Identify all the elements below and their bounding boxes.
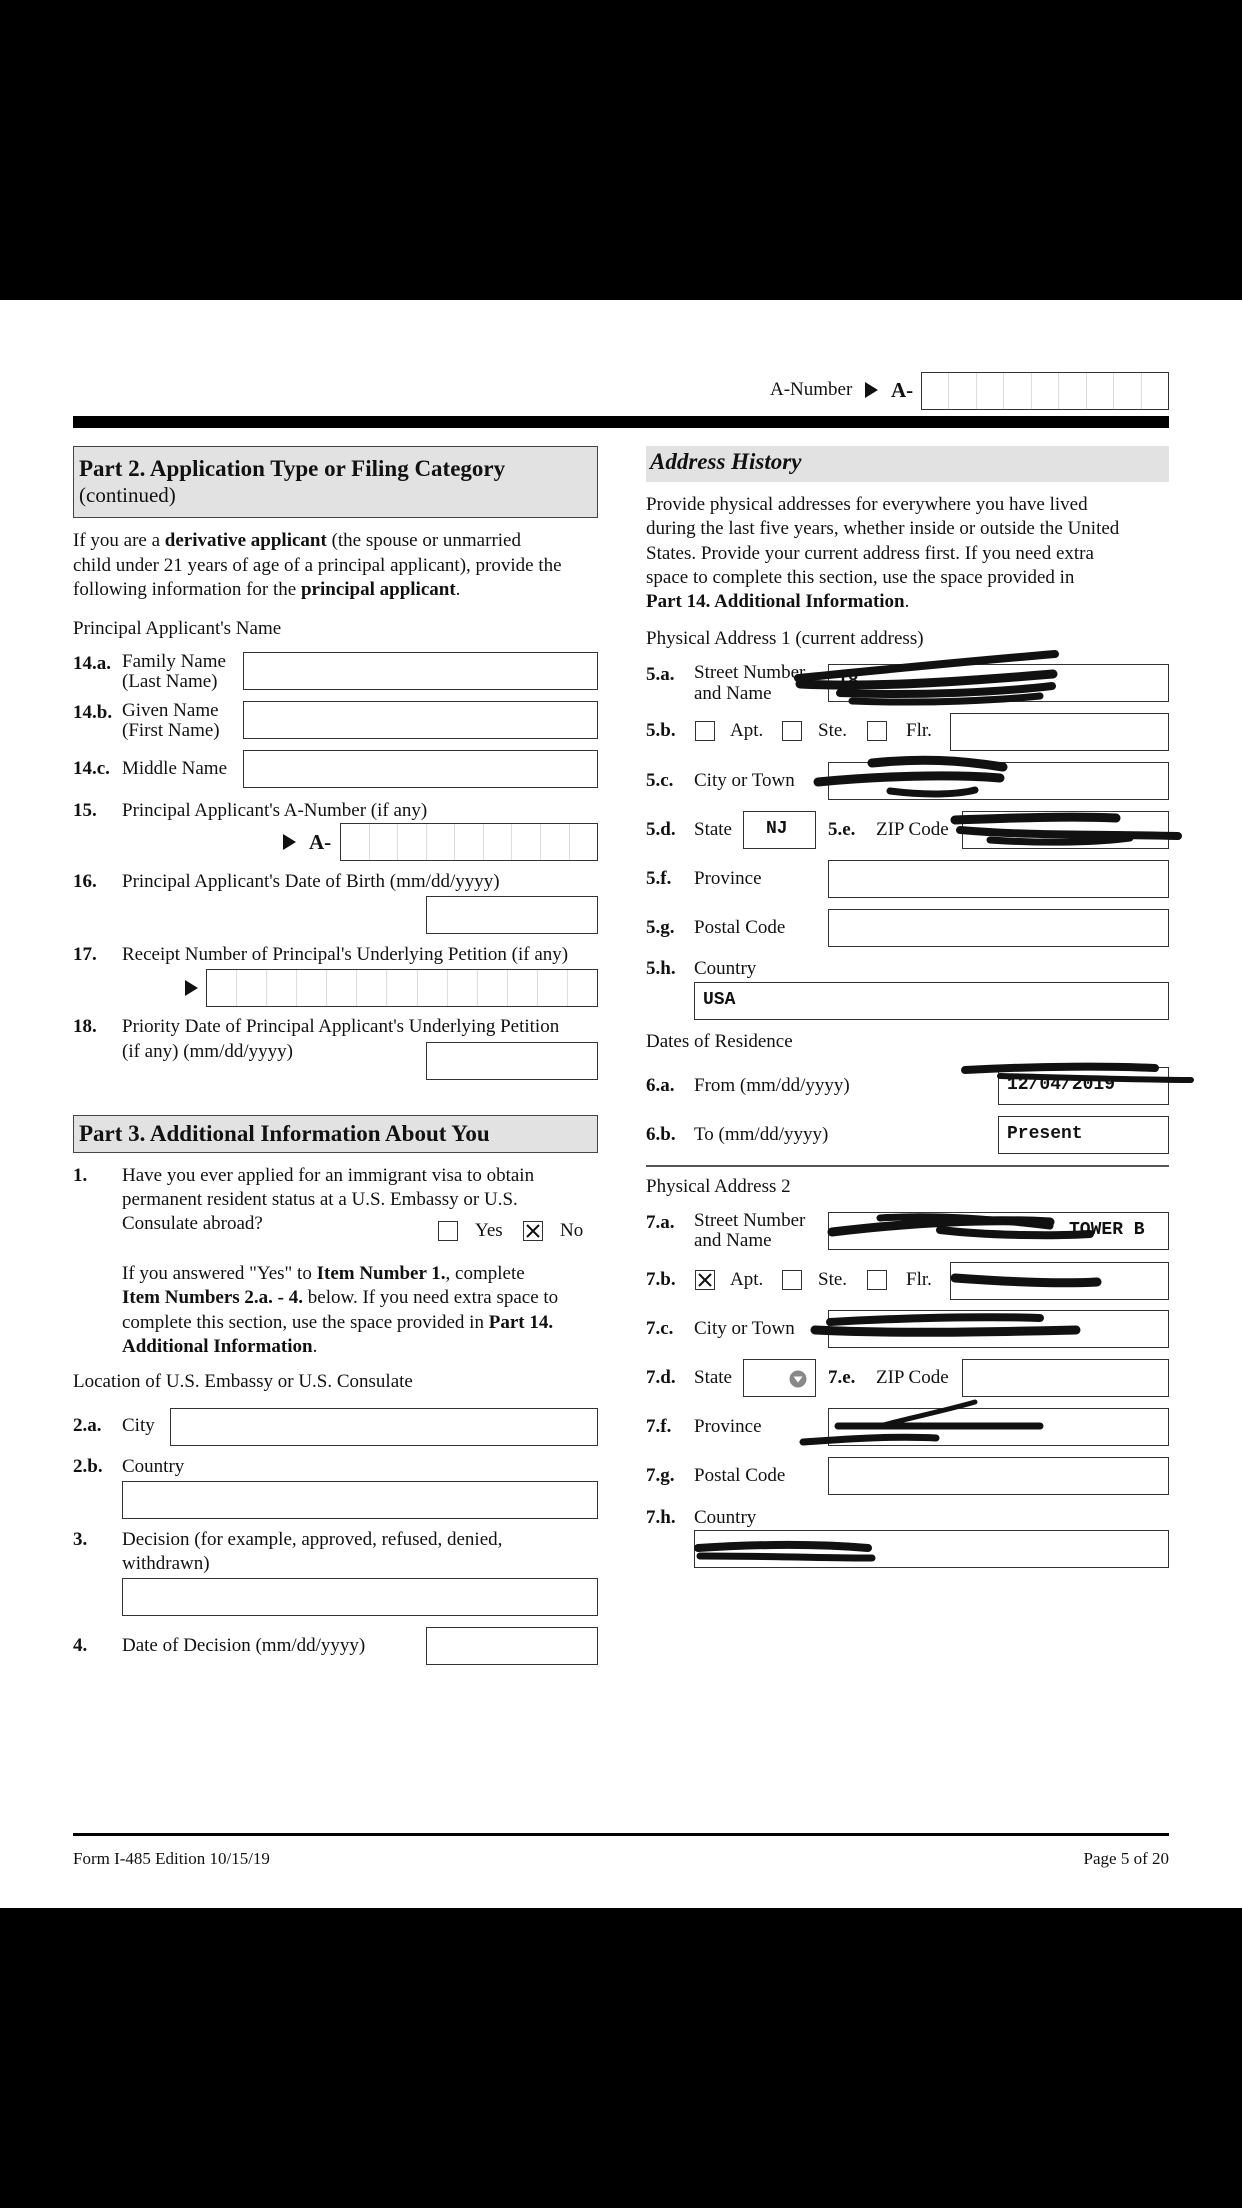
decision-date-label: Date of Decision (mm/dd/yyyy)	[122, 1635, 366, 1656]
item-number: 5.d.	[646, 819, 676, 840]
to-date-label: To (mm/dd/yyyy)	[694, 1124, 829, 1145]
a-prefix: A-	[891, 378, 914, 402]
item-number: 5.h.	[646, 958, 676, 979]
item-number: 17.	[73, 944, 97, 965]
address-intro-line-5: Part 14. Additional Information.	[646, 591, 910, 612]
priority-date-sublabel: (if any) (mm/dd/yyyy)	[122, 1041, 293, 1062]
ste-label: Ste.	[818, 720, 848, 741]
item-number: 18.	[73, 1016, 97, 1037]
question-1-line-2: permanent resident status at a U.S. Embassy or U.S.	[122, 1189, 518, 1210]
city-label: City or Town	[694, 1318, 795, 1339]
if-yes-line-1: If you answered "Yes" to Item Number 1., complete	[122, 1263, 525, 1284]
street-label: Street Number	[694, 662, 806, 683]
country-label: Country	[122, 1456, 185, 1477]
family-name-label: Family Name	[122, 651, 226, 672]
principal-dob-label: Principal Applicant's Date of Birth (mm/dd/yyyy)	[122, 871, 500, 892]
city-label: City or Town	[694, 770, 795, 791]
decision-label: Decision (for example, approved, refused, denied,	[122, 1529, 503, 1550]
item-number: 7.d.	[646, 1367, 676, 1388]
item-number: 5.e.	[828, 819, 856, 840]
part2-title: Part 2. Application Type or Filing Category	[79, 456, 506, 481]
item-number: 16.	[73, 871, 97, 892]
receipt-number-label: Receipt Number of Principal's Underlying Petition (if any)	[122, 944, 569, 965]
address-intro-line-3: States. Provide your current address first. If you need extra	[646, 543, 1094, 564]
to-date-value: Present	[1007, 1124, 1083, 1144]
zip-label: ZIP Code	[876, 819, 949, 840]
zip-label: ZIP Code	[876, 1367, 949, 1388]
street-value: 18	[837, 672, 859, 692]
item-number: 2.b.	[73, 1456, 103, 1477]
if-yes-line-2: Item Numbers 2.a. - 4. below. If you need extra space to	[122, 1287, 559, 1308]
ste-label: Ste.	[818, 1269, 848, 1290]
item-number: 7.f.	[646, 1416, 672, 1437]
street-value: TOWER B	[1069, 1220, 1145, 1240]
given-name-sublabel: (First Name)	[122, 720, 220, 741]
page-number: Page 5 of 20	[1083, 1849, 1169, 1868]
street-sublabel: and Name	[694, 683, 772, 704]
principal-name-label: Principal Applicant's Name	[73, 618, 282, 639]
item-number: 6.a.	[646, 1075, 675, 1096]
item-number: 6.b.	[646, 1124, 676, 1145]
flr-label: Flr.	[906, 720, 932, 741]
address-history-title: Address History	[650, 449, 802, 474]
part2-subtitle: (continued)	[79, 483, 176, 507]
item-number: 7.c.	[646, 1318, 674, 1339]
no-label: No	[560, 1220, 584, 1241]
item-number: 5.f.	[646, 868, 672, 889]
item-number: 7.a.	[646, 1212, 675, 1233]
item-number: 5.g.	[646, 917, 675, 938]
item-number: 5.b.	[646, 720, 676, 741]
item-number: 14.c.	[73, 758, 110, 779]
item-number: 4.	[73, 1635, 88, 1656]
intro-line-2: child under 21 years of age of a principal applicant), provide the	[73, 555, 562, 576]
country-value: USA	[703, 990, 736, 1010]
decision-sublabel: withdrawn)	[122, 1553, 210, 1574]
address-intro-line-1: Provide physical addresses for everywhere you have lived	[646, 494, 1088, 515]
province-label: Province	[694, 868, 762, 889]
if-yes-line-4: Additional Information.	[122, 1336, 318, 1357]
item-number: 1.	[73, 1165, 88, 1186]
postal-label: Postal Code	[694, 1465, 786, 1486]
street-label: Street Number	[694, 1210, 806, 1231]
item-number: 2.a.	[73, 1415, 102, 1436]
question-1-line-3: Consulate abroad?	[122, 1213, 263, 1234]
principal-a-number-label: Principal Applicant's A-Number (if any)	[122, 800, 428, 821]
item-number: 14.a.	[73, 653, 111, 674]
item-number: 7.b.	[646, 1269, 676, 1290]
street-sublabel: and Name	[694, 1230, 772, 1251]
apt-label: Apt.	[730, 1269, 764, 1290]
intro-line-3: following information for the principal applicant.	[73, 579, 461, 600]
address-2-label: Physical Address 2	[646, 1176, 791, 1197]
from-date-label: From (mm/dd/yyyy)	[694, 1075, 850, 1096]
form-page	[0, 300, 1242, 1908]
item-number: 7.g.	[646, 1465, 675, 1486]
middle-name-label: Middle Name	[122, 758, 228, 779]
item-number: 3.	[73, 1529, 88, 1550]
postal-label: Postal Code	[694, 917, 786, 938]
priority-date-label: Priority Date of Principal Applicant's Underlying Petition	[122, 1016, 560, 1037]
province-label: Province	[694, 1416, 762, 1437]
form-edition: Form I-485 Edition 10/15/19	[73, 1849, 270, 1868]
country-label: Country	[694, 958, 757, 979]
country-label: Country	[694, 1507, 757, 1528]
question-1-line-1: Have you ever applied for an immigrant visa to obtain	[122, 1165, 535, 1186]
a-prefix: A-	[309, 830, 332, 854]
address-1-label: Physical Address 1 (current address)	[646, 628, 924, 649]
item-number: 14.b.	[73, 702, 113, 723]
a-number-label: A-Number	[770, 379, 853, 400]
item-number: 15.	[73, 800, 97, 821]
item-number: 5.c.	[646, 770, 674, 791]
item-number: 7.h.	[646, 1507, 676, 1528]
intro-line-1: If you are a derivative applicant (the spouse or unmarried	[73, 530, 521, 551]
item-number: 7.e.	[828, 1367, 856, 1388]
dates-of-residence-label: Dates of Residence	[646, 1031, 793, 1052]
footer-rule	[73, 1833, 1169, 1836]
redaction-scribbles	[0, 300, 1242, 1908]
family-name-sublabel: (Last Name)	[122, 671, 218, 692]
state-value: NJ	[766, 819, 788, 839]
yes-label: Yes	[475, 1220, 503, 1241]
address-intro-line-4: space to complete this section, use the space provided in	[646, 567, 1075, 588]
flr-label: Flr.	[906, 1269, 932, 1290]
item-number: 5.a.	[646, 664, 675, 685]
apt-label: Apt.	[730, 720, 764, 741]
part3-title: Part 3. Additional Information About You	[79, 1121, 490, 1146]
city-label: City	[122, 1415, 155, 1436]
address-intro-line-2: during the last five years, whether inside or outside the United	[646, 518, 1120, 539]
state-label: State	[694, 819, 732, 840]
if-yes-line-3: complete this section, use the space provided in Part 14.	[122, 1312, 554, 1333]
state-label: State	[694, 1367, 732, 1388]
from-date-value: 12/04/2019	[1007, 1075, 1116, 1095]
given-name-label: Given Name	[122, 700, 219, 721]
location-label: Location of U.S. Embassy or U.S. Consulate	[73, 1371, 413, 1392]
